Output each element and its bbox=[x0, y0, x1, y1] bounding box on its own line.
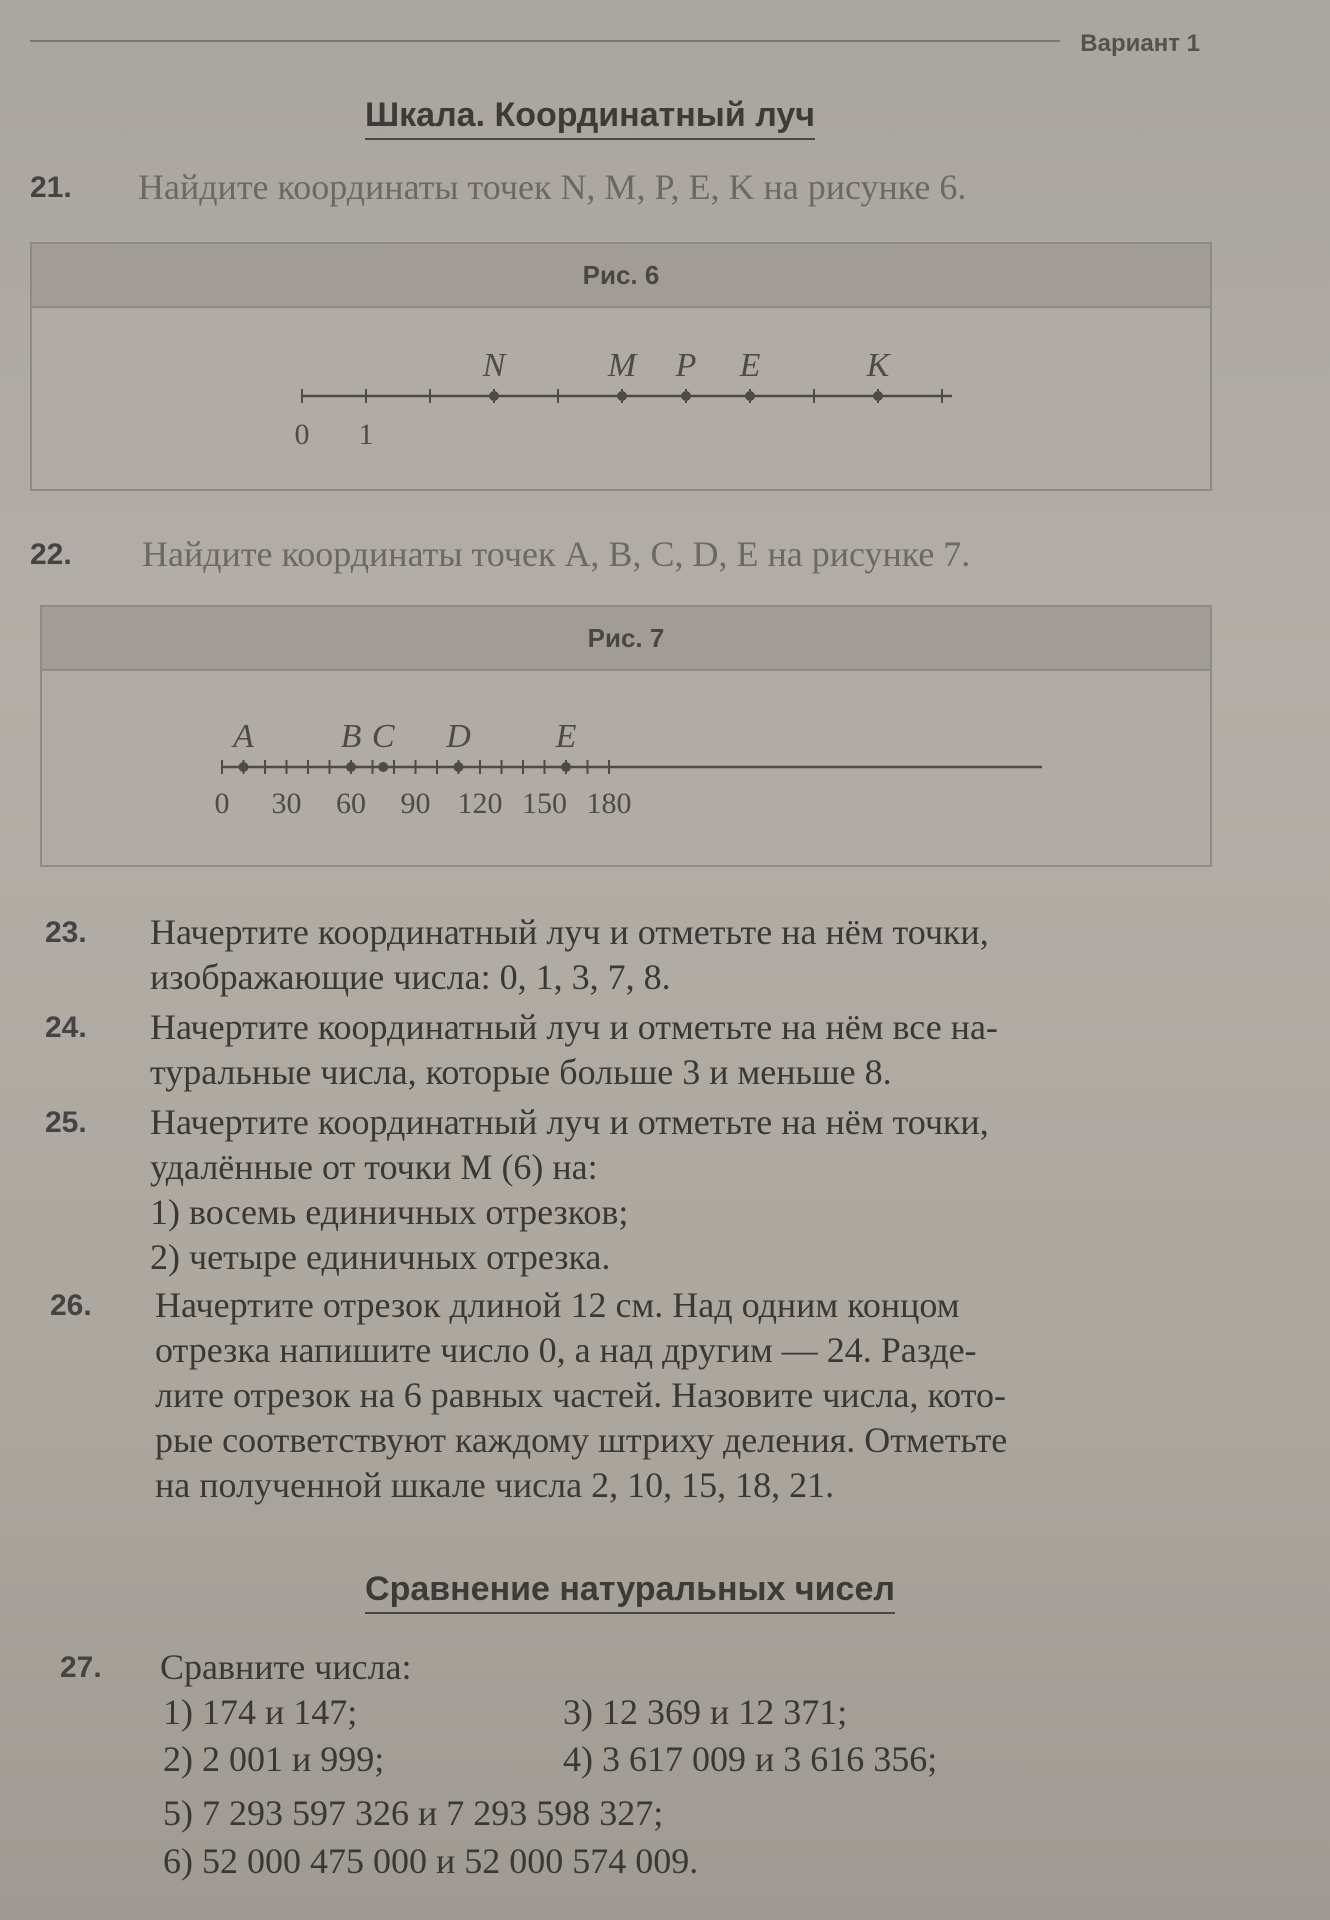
point-c bbox=[378, 762, 388, 772]
number-line-figure-7 bbox=[42, 607, 1210, 865]
tick-label: 120 bbox=[457, 787, 503, 820]
task-intro: Сравните числа: bbox=[160, 1647, 412, 1687]
tick-label: 180 bbox=[586, 787, 632, 820]
section-title-comparison: Сравнение натуральных чисел bbox=[330, 1570, 930, 1609]
point-label: K bbox=[866, 347, 890, 384]
compare-item-1: 1) 174 и 147; bbox=[163, 1692, 358, 1732]
task-number: 27. bbox=[60, 1651, 102, 1684]
point-e bbox=[561, 762, 571, 772]
task-number: 21. bbox=[30, 171, 72, 204]
point-label: C bbox=[371, 718, 395, 755]
task-line: удалённые от точки М (6) на: bbox=[150, 1147, 598, 1187]
task-number: 26. bbox=[50, 1289, 92, 1322]
tick-label: 1 bbox=[358, 418, 374, 451]
tick-label: 90 bbox=[400, 787, 431, 820]
point-e bbox=[745, 391, 755, 401]
task-number: 23. bbox=[45, 916, 87, 949]
point-label: N bbox=[482, 347, 506, 384]
task-line: 2) четыре единичных отрезка. bbox=[150, 1237, 611, 1277]
figure-6 bbox=[30, 242, 1212, 491]
task-line: отрезка напишите число 0, а над другим — 24. Разде- bbox=[155, 1330, 977, 1370]
point-label: B bbox=[340, 718, 362, 755]
task-number: 22. bbox=[30, 538, 72, 571]
point-label: E bbox=[739, 347, 761, 384]
figure-caption: Рис. 6 bbox=[32, 244, 1210, 308]
task-line: на полученной шкале числа 2, 10, 15, 18, 21. bbox=[155, 1465, 835, 1505]
point-d bbox=[454, 762, 464, 772]
compare-item-4: 4) 3 617 009 и 3 616 356; bbox=[563, 1739, 938, 1779]
task-line: 1) восемь единичных отрезков; bbox=[150, 1192, 629, 1232]
task-line: Начертите координатный луч и отметьте на нём точки, bbox=[150, 912, 989, 952]
figure-caption: Рис. 7 bbox=[42, 607, 1210, 671]
section-title-scale: Шкала. Координатный луч bbox=[300, 96, 880, 135]
point-m bbox=[617, 391, 627, 401]
header-rule bbox=[30, 40, 1060, 42]
compare-item-5: 5) 7 293 597 326 и 7 293 598 327; bbox=[163, 1793, 664, 1833]
point-label: P bbox=[675, 347, 697, 384]
tick-label: 30 bbox=[271, 787, 302, 820]
point-k bbox=[873, 391, 883, 401]
number-line-figure-6 bbox=[32, 244, 1210, 489]
task-line: лите отрезок на 6 равных частей. Назовите числа, кото- bbox=[155, 1375, 1006, 1415]
point-label: D bbox=[446, 718, 471, 755]
task-line: Начертите координатный луч и отметьте на нём точки, bbox=[150, 1102, 989, 1142]
point-b bbox=[346, 762, 356, 772]
task-line: изображающие числа: 0, 1, 3, 7, 8. bbox=[150, 957, 671, 997]
point-a bbox=[239, 762, 249, 772]
point-n bbox=[489, 391, 499, 401]
compare-item-2: 2) 2 001 и 999; bbox=[163, 1739, 385, 1779]
task-line: Начертите координатный луч и отметьте на нём все на- bbox=[150, 1007, 998, 1047]
task-line: рые соответствуют каждому штриху деления. Отметьте bbox=[155, 1420, 1008, 1460]
task-text: Найдите координаты точек N, M, P, E, K на рисунке 6. bbox=[138, 167, 967, 207]
task-line: Начертите отрезок длиной 12 см. Над одним концом bbox=[155, 1285, 960, 1325]
compare-item-3: 3) 12 369 и 12 371; bbox=[563, 1692, 848, 1732]
task-text: Найдите координаты точек A, B, C, D, E на рисунке 7. bbox=[142, 534, 971, 574]
variant-label: Вариант 1 bbox=[1080, 30, 1200, 57]
tick-label: 60 bbox=[336, 787, 366, 820]
point-label: E bbox=[555, 718, 577, 755]
task-number: 25. bbox=[45, 1106, 87, 1139]
task-number: 24. bbox=[45, 1011, 87, 1044]
compare-item-6: 6) 52 000 475 000 и 52 000 574 009. bbox=[163, 1841, 699, 1881]
figure-7 bbox=[40, 605, 1212, 867]
point-label: M bbox=[607, 347, 637, 384]
point-p bbox=[681, 391, 691, 401]
tick-label: 0 bbox=[214, 787, 230, 820]
task-line: туральные числа, которые больше 3 и меньше 8. bbox=[150, 1052, 892, 1092]
tick-label: 150 bbox=[522, 787, 567, 820]
point-label: A bbox=[233, 718, 254, 755]
tick-label: 0 bbox=[294, 418, 310, 451]
